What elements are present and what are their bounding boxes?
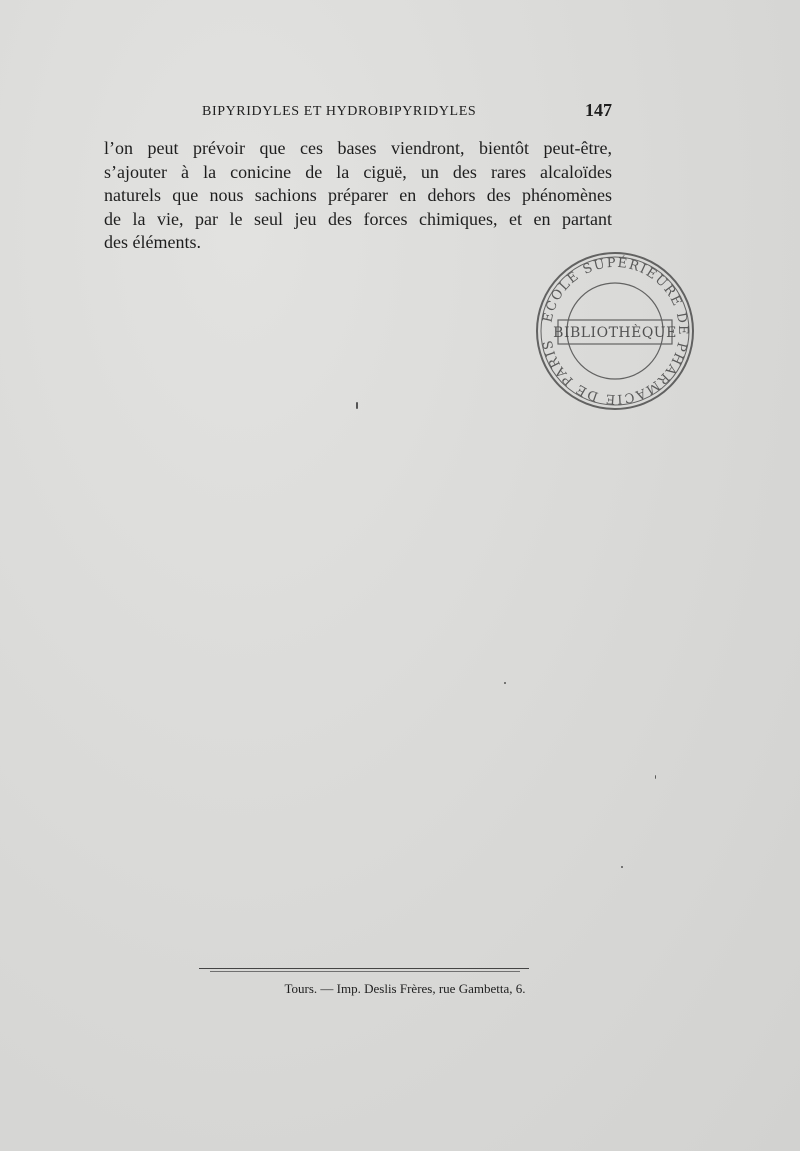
- footer-rule-thin: [210, 971, 520, 972]
- text-line: de la vie, par le seul jeu des forces chimiques, et en partant: [104, 208, 612, 229]
- paper-speck: [621, 866, 623, 868]
- paper-speck: [356, 402, 358, 409]
- library-stamp: [530, 248, 700, 414]
- paper-speck: [504, 682, 506, 684]
- stamp-outer-text: ECOLE SUPÉRIEURE DE PHARMACIE DE PARIS: [540, 255, 691, 407]
- text-line: des éléments.: [104, 232, 201, 252]
- printer-imprint: Tours. — Imp. Deslis Frères, rue Gambetta, 6.: [284, 981, 526, 996]
- body-paragraph: [104, 137, 612, 255]
- footer-rule: [199, 968, 529, 969]
- page-number: 147: [585, 100, 612, 120]
- stamp-seal-graphic: [530, 248, 700, 414]
- text-line: l’on peut prévoir que ces bases viendront, bientôt peut-être,: [104, 138, 612, 158]
- text-line: naturels que nous sachions préparer en dehors des phénomènes: [104, 185, 612, 205]
- page-header: [104, 100, 612, 124]
- running-title: BIPYRIDYLES ET HYDROBIPYRIDYLES: [202, 104, 477, 119]
- text-line: s’ajouter à la conicine de la ciguë, un des rares alcaloïdes: [104, 161, 612, 182]
- paper-speck: [655, 775, 656, 779]
- stamp-center-text: BIBLIOTHÈQUE: [553, 325, 677, 341]
